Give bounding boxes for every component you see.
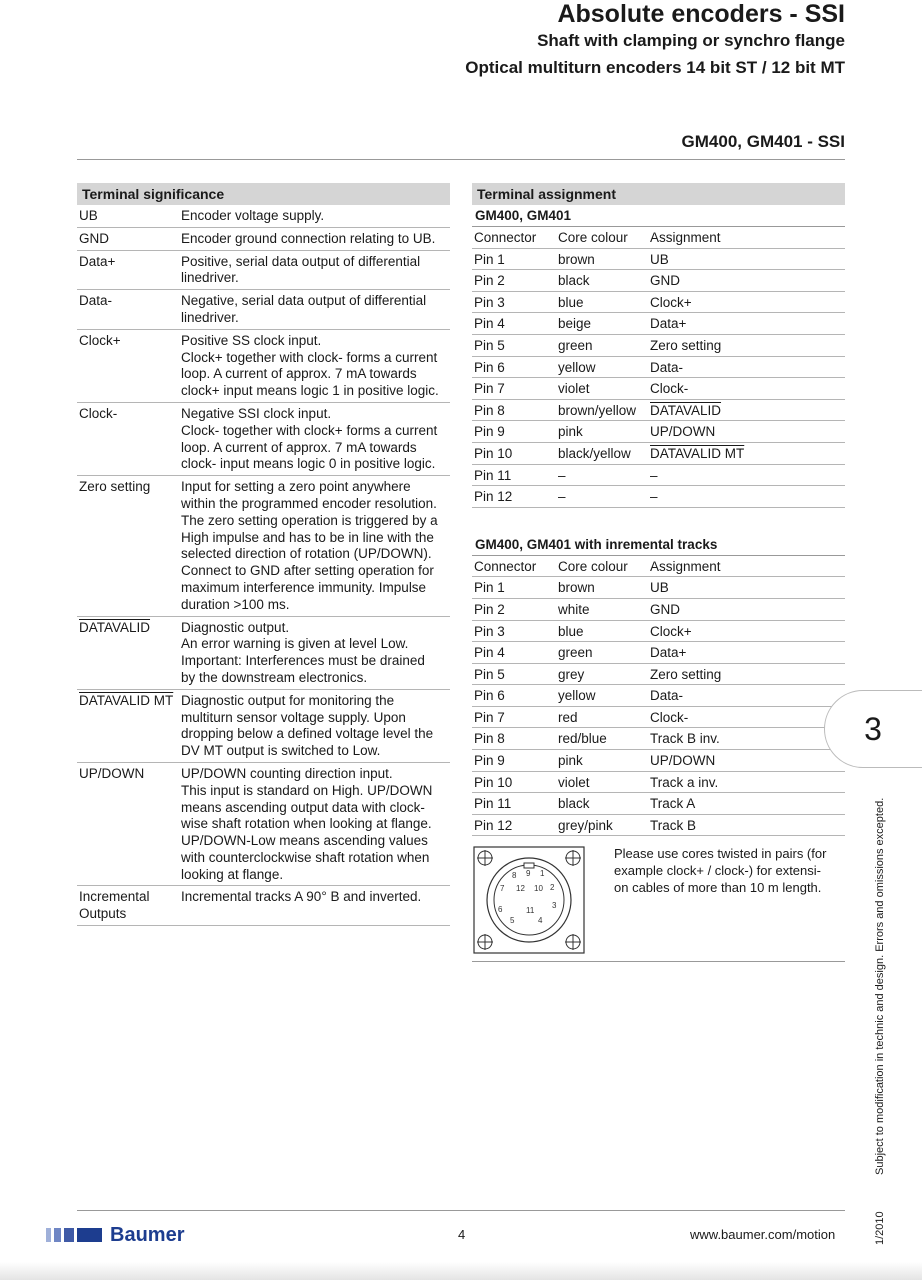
significance-description: Input for setting a zero point anywhere within the programmed encoder resolution. The zero setting operation is triggered by a High impulse and has to be in line with the selected direction of rotation (UP/DOWN). Connect to GND after setting operation for maximum interference immunity. Impulse duration >100 ms. [181, 479, 438, 612]
table-header-row [472, 227, 845, 249]
table-cell: – [650, 467, 658, 483]
connector-pin-label: 3 [552, 901, 557, 910]
terminal-assignment-heading: Terminal assignment [472, 183, 845, 205]
table-cell: Pin 7 [474, 381, 505, 397]
table-cell: green [558, 337, 593, 353]
significance-term: Data- [79, 293, 113, 309]
table-row [472, 577, 845, 599]
table-cell: blue [558, 623, 584, 639]
column-header: Core colour [558, 558, 628, 574]
table-cell: – [558, 489, 566, 505]
significance-row [77, 886, 450, 926]
table-row [472, 270, 845, 292]
table-cell: Pin 5 [474, 666, 505, 682]
connector-pin-label: 8 [512, 871, 517, 880]
significance-row [77, 763, 450, 887]
table-cell: Track a inv. [650, 774, 719, 790]
brand-logo: Baumer [110, 1224, 185, 1246]
terminal-significance-section [77, 183, 450, 926]
table-cell: Pin 3 [474, 623, 505, 639]
connector-pin-label: 9 [526, 869, 531, 878]
table-row [472, 313, 845, 335]
table-cell: black [558, 273, 590, 289]
table-row [472, 728, 845, 750]
table-row [472, 599, 845, 621]
connector-pin-label: 6 [498, 905, 503, 914]
significance-term: Clock- [79, 405, 118, 421]
table-row [472, 443, 845, 465]
significance-description: Positive SS clock input. Clock+ together with clock- forms a current loop. A current of approx. 7 mA towards clock+ input means logic 1 in positive logic. [181, 332, 439, 399]
table-cell: Pin 6 [474, 359, 505, 375]
table-cell: Pin 10 [474, 774, 513, 790]
significance-term: DATAVALID [79, 619, 151, 635]
baumer-logo-icon [46, 1228, 102, 1242]
connector-pin-label: 4 [538, 916, 543, 925]
table-row [472, 621, 845, 643]
significance-term: UB [79, 208, 98, 223]
page-number: 4 [458, 1227, 466, 1242]
table-cell: red/blue [558, 731, 607, 747]
terminal-significance-table [77, 205, 450, 926]
table-cell: Data- [650, 359, 684, 375]
table-cell: Pin 9 [474, 424, 505, 440]
table-cell: Clock+ [650, 294, 692, 310]
table-cell: Pin 6 [474, 688, 505, 704]
column-header: Core colour [558, 230, 628, 245]
significance-row [77, 205, 450, 228]
table-cell: Pin 11 [474, 796, 512, 812]
table-cell: brown/yellow [558, 402, 637, 418]
significance-row [77, 690, 450, 763]
column-header: Assignment [650, 558, 721, 574]
table-row [472, 378, 845, 400]
table-cell: red [558, 709, 578, 725]
table-cell: Zero setting [650, 337, 722, 353]
table-cell: GND [650, 273, 680, 289]
table-cell: violet [558, 381, 590, 397]
table-cell: Pin 8 [474, 731, 505, 747]
table-cell: Pin 12 [474, 817, 513, 833]
table2-title: GM400, GM401 with inremental tracks [472, 534, 845, 556]
connector-pin-label: 1 [540, 869, 545, 878]
connector-pin-label: 10 [534, 884, 543, 893]
significance-row [77, 251, 450, 291]
connector-pin-label: 11 [526, 906, 535, 915]
table-cell: grey [558, 666, 585, 682]
table-cell: – [650, 489, 658, 505]
table-cell: Clock- [650, 381, 689, 397]
subtitle-1: Shaft with clamping or synchro flange [537, 31, 845, 50]
significance-description: Negative, serial data output of differential linedriver. [181, 293, 427, 325]
table-cell: Data+ [650, 316, 687, 332]
table-cell: Clock- [650, 709, 689, 725]
significance-description: Positive, serial data output of differential linedriver. [181, 253, 421, 286]
table-cell: brown [558, 580, 595, 596]
table-row [472, 357, 845, 379]
table-cell: Pin 10 [474, 445, 513, 461]
assignment-divider [472, 961, 845, 962]
table-cell: green [558, 645, 593, 661]
table-cell: blue [558, 294, 584, 310]
table-cell: grey/pink [558, 817, 613, 833]
chapter-number: 3 [864, 711, 882, 747]
table-cell: Pin 12 [474, 489, 513, 505]
footer-divider [77, 1210, 845, 1211]
header-divider [77, 159, 845, 160]
table-cell: black/yellow [558, 445, 631, 461]
significance-description: Diagnostic output. An error warning is given at level Low. Important: Interferences must be drained by the downstream electronics. [181, 619, 425, 685]
footer-band [0, 1262, 922, 1280]
disclaimer-text: Subject to modification in technic and design. Errors and omissions excepted. [874, 797, 886, 1175]
table-cell: Track A [650, 796, 696, 812]
model-name: GM400, GM401 - SSI [681, 132, 845, 151]
significance-description: Diagnostic output for monitoring the multiturn sensor voltage supply. Upon dropping below a defined voltage level the DV MT output is switched to Low. [181, 692, 434, 759]
significance-description: Encoder ground connection relating to UB. [181, 230, 436, 246]
significance-row [77, 330, 450, 403]
terminal-assignment-section [472, 183, 845, 836]
table-cell: Zero setting [650, 666, 722, 682]
connector-diagram [472, 845, 588, 957]
table-cell: Pin 2 [474, 601, 505, 617]
table-cell: Pin 9 [474, 753, 505, 769]
terminal-significance-heading: Terminal significance [77, 183, 450, 205]
assignment-table-1 [472, 227, 845, 508]
significance-description: Encoder voltage supply. [181, 208, 325, 223]
column-header: Connector [474, 558, 537, 574]
table-row [472, 793, 845, 815]
table-cell: Data+ [650, 645, 687, 661]
table-cell: pink [558, 424, 583, 440]
significance-row [77, 290, 450, 330]
table-cell: Pin 11 [474, 467, 512, 483]
table-cell: Track B inv. [650, 731, 720, 747]
table-row [472, 292, 845, 314]
table-cell: – [558, 467, 566, 483]
table-cell: UB [650, 580, 669, 596]
table-row [472, 664, 845, 686]
table-cell: Pin 5 [474, 337, 505, 353]
significance-term: Clock+ [79, 332, 121, 348]
table-cell: Pin 4 [474, 645, 505, 661]
table-cell: black [558, 796, 590, 812]
table-cell: Pin 2 [474, 273, 505, 289]
table-cell: Pin 8 [474, 402, 505, 418]
significance-row [77, 476, 450, 616]
table-cell: DATAVALID MT [650, 445, 745, 461]
table-cell: Pin 7 [474, 709, 505, 725]
connector-pin-label: 7 [500, 884, 505, 893]
table-cell: beige [558, 316, 592, 332]
footer-url[interactable]: www.baumer.com/motion [690, 1227, 836, 1242]
table-cell: white [558, 601, 590, 617]
table-row [472, 335, 845, 357]
subtitle-2: Optical multiturn encoders 14 bit ST / 12 bit MT [465, 58, 845, 77]
table-cell: Pin 4 [474, 316, 505, 332]
table-cell: GND [650, 601, 680, 617]
significance-term: DATAVALID MT [79, 692, 174, 708]
connector-pin-label: 2 [550, 883, 555, 892]
table-row [472, 486, 845, 508]
table-row [472, 465, 845, 487]
table-header-row [472, 556, 845, 578]
significance-description: Incremental tracks A 90° B and inverted. [181, 889, 422, 905]
significance-description: UP/DOWN counting direction input. This input is standard on High. UP/DOWN means ascending output data with clock- wise shaft rotation when looking at flange. UP/DOWN-Low means ascending values with counterclockwise shaft rotation when looking at flange. [181, 765, 433, 882]
significance-row [77, 403, 450, 476]
significance-term: Zero setting [79, 479, 151, 495]
table-cell: yellow [558, 688, 596, 704]
page-title: Absolute encoders - SSI [557, 0, 845, 28]
significance-term: UP/DOWN [79, 765, 145, 781]
table-cell: UP/DOWN [650, 753, 716, 769]
table-cell: Pin 1 [474, 251, 505, 267]
table-cell: violet [558, 774, 590, 790]
significance-term: GND [79, 230, 109, 246]
edition-date: 1/2010 [874, 1211, 886, 1245]
table-row [472, 707, 845, 729]
table-row [472, 815, 845, 837]
table-cell: Track B [650, 817, 697, 833]
significance-row [77, 228, 450, 251]
significance-row [77, 617, 450, 690]
table-row [472, 685, 845, 707]
table-row [472, 421, 845, 443]
table-row [472, 400, 845, 422]
table-row [472, 249, 845, 271]
connector-pin-label: 5 [510, 916, 515, 925]
significance-description: Negative SSI clock input. Clock- together with clock+ forms a current loop. A current of approx. 7 mA towards clock- input means logic 0 in positive logic. [181, 405, 438, 472]
table-row [472, 642, 845, 664]
table-row [472, 772, 845, 794]
table-cell: UB [650, 251, 669, 267]
table-row [472, 750, 845, 772]
column-header: Connector [474, 230, 537, 245]
table-cell: UP/DOWN [650, 424, 716, 440]
cable-note: Please use cores twisted in pairs (for example clock+ / clock-) for extensi- on cables of more than 10 m length. [614, 846, 827, 895]
significance-term: Data+ [79, 253, 116, 269]
assignment-table-2 [472, 556, 845, 837]
column-header: Assignment [650, 230, 721, 245]
table1-title: GM400, GM401 [472, 205, 845, 227]
connector-pin-label: 12 [516, 884, 525, 893]
table-cell: pink [558, 753, 583, 769]
table-cell: brown [558, 251, 595, 267]
table-cell: Data- [650, 688, 684, 704]
table-cell: Clock+ [650, 623, 692, 639]
table-cell: Pin 3 [474, 294, 505, 310]
significance-term: Incremental Outputs [79, 889, 150, 922]
table-cell: yellow [558, 359, 596, 375]
table-cell: Pin 1 [474, 580, 505, 596]
table-cell: DATAVALID [650, 402, 722, 418]
